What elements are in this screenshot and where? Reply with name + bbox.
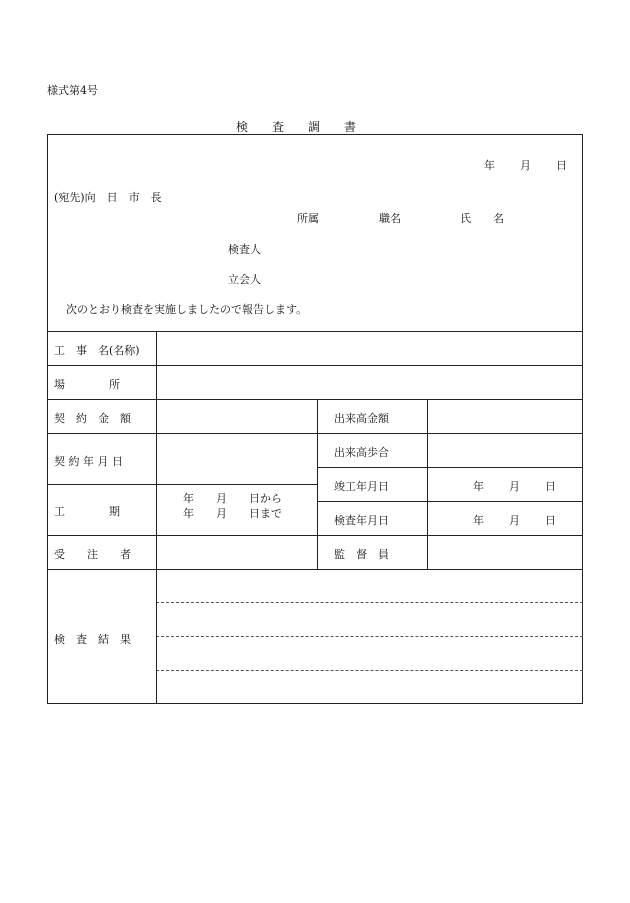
period-from: 年 月 日から [183, 492, 282, 505]
inspection-year: 年 [473, 514, 484, 527]
column-name: 氏 名 [460, 212, 504, 225]
rule-label-column [156, 331, 157, 704]
label-completed-amount: 出来高金額 [334, 412, 389, 425]
label-contractor: 受 注 者 [54, 548, 131, 561]
result-line-2 [156, 636, 583, 637]
rule-completion-bottom [317, 501, 583, 502]
label-period: 工 期 [54, 505, 120, 518]
label-supervisor: 監 督 員 [334, 548, 389, 561]
label-inspection-date: 検査年月日 [334, 514, 389, 527]
rule-contractor-bottom [47, 569, 583, 570]
result-line-1 [156, 602, 583, 603]
witness-label: 立会人 [228, 273, 261, 286]
header-date-year: 年 [484, 159, 495, 172]
rule-header-bottom [47, 331, 583, 332]
inspection-month: 月 [509, 514, 520, 527]
rule-right-label-column [427, 399, 428, 569]
label-inspection-result: 検 査 結 果 [54, 633, 131, 646]
statement-text: 次のとおり検査を実施しましたので報告します。 [66, 303, 308, 316]
label-location: 場 所 [54, 378, 120, 391]
column-position: 職名 [379, 212, 401, 225]
label-contract-date: 契 約 年 月 日 [54, 455, 123, 468]
header-date-day: 日 [556, 159, 567, 172]
result-line-3 [156, 670, 583, 671]
inspection-day: 日 [545, 514, 556, 527]
label-contract-amount: 契 約 金 額 [54, 412, 131, 425]
label-completed-ratio: 出来高歩合 [334, 446, 389, 459]
period-to: 年 月 日まで [183, 507, 282, 520]
completion-month: 月 [509, 480, 520, 493]
rule-period-bottom [47, 535, 583, 536]
rule-location-bottom [47, 399, 583, 400]
rule-amount-bottom [47, 433, 583, 434]
rule-project-bottom [47, 365, 583, 366]
document-title: 検 査 調 書 [236, 120, 357, 134]
rule-mid-column [317, 399, 318, 569]
rule-contract-date-bottom [47, 484, 317, 485]
label-completion-date: 竣工年月日 [334, 480, 389, 493]
addressee: (宛先)向 日 市 長 [54, 191, 162, 204]
completion-day: 日 [545, 480, 556, 493]
column-affiliation: 所属 [297, 212, 319, 225]
form-number: 様式第4号 [47, 84, 98, 97]
header-date-month: 月 [520, 159, 531, 172]
rule-ratio-bottom [317, 467, 583, 468]
completion-year: 年 [473, 480, 484, 493]
label-project-name: 工 事 名(名称) [54, 344, 140, 357]
inspector-label: 検査人 [228, 243, 261, 256]
